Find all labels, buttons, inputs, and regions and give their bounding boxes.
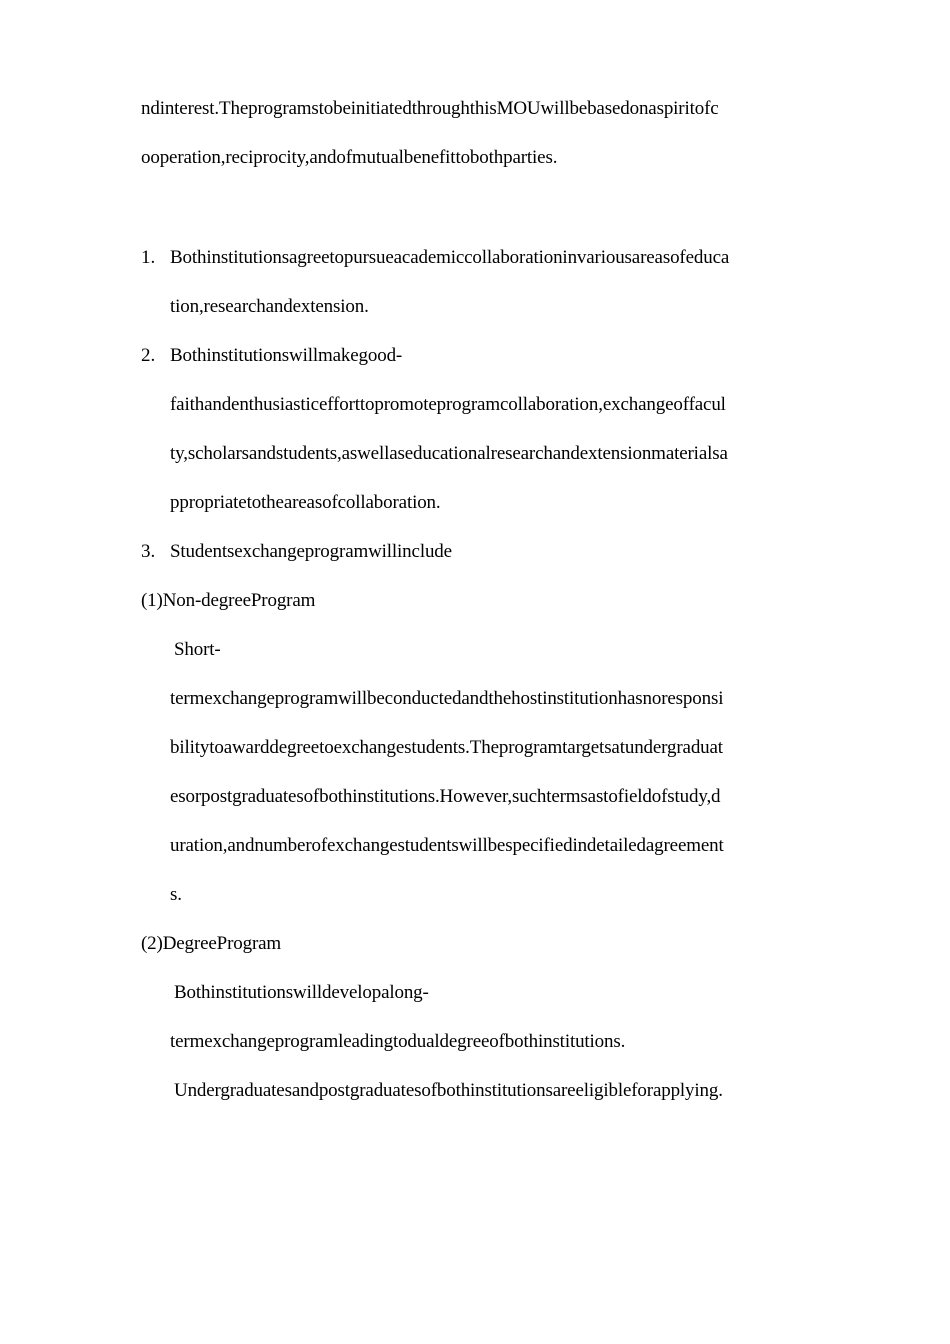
non-degree-line-3: bilitytoawarddegreetoexchangestudents.Theprogramtargetsatundergraduat (170, 737, 723, 758)
item-2-line-4: ppropriatetotheareasofcollaboration. (170, 492, 441, 513)
list-number-2: 2. (141, 345, 156, 366)
degree-line-1: Bothinstitutionswilldevelopalong- (174, 982, 429, 1003)
item-2-line-3: ty,scholarsandstudents,aswellaseducationalresearchandextensionmaterialsa (170, 443, 728, 464)
non-degree-line-1: Short- (174, 639, 221, 660)
intro-line-2: ooperation,reciprocity,andofmutualbenefittobothparties. (141, 147, 558, 168)
list-number-3: 3. (141, 541, 156, 562)
degree-line-3: Undergraduatesandpostgraduatesofbothinstitutionsareeligibleforapplying. (174, 1080, 723, 1101)
item-3-line-1: Studentsexchangeprogramwillinclude (170, 541, 452, 562)
non-degree-heading: (1)Non-degreeProgram (141, 590, 316, 611)
item-2-line-2: faithandenthusiasticefforttopromoteprogramcollaboration,exchangeoffacul (170, 394, 726, 415)
degree-heading: (2)DegreeProgram (141, 933, 282, 954)
non-degree-line-6: s. (170, 884, 182, 905)
list-number-1: 1. (141, 247, 156, 268)
non-degree-line-5: uration,andnumberofexchangestudentswillbespecifiedindetailedagreement (170, 835, 724, 856)
degree-line-2: termexchangeprogramleadingtodualdegreeofbothinstitutions. (170, 1031, 626, 1052)
non-degree-line-4: esorpostgraduatesofbothinstitutions.However,suchtermsastofieldofstudy,d (170, 786, 721, 807)
item-1-line-1: Bothinstitutionsagreetopursueacademiccollaborationinvariousareasofeduca (170, 247, 730, 268)
item-1-line-2: tion,researchandextension. (170, 296, 369, 317)
intro-line-1: ndinterest.TheprogramstobeinitiatedthroughthisMOUwillbebasedonaspiritofc (141, 98, 719, 119)
item-2-line-1: Bothinstitutionswillmakegood- (170, 345, 403, 366)
non-degree-line-2: termexchangeprogramwillbeconductedandthehostinstitutionhasnoresponsi (170, 688, 724, 709)
